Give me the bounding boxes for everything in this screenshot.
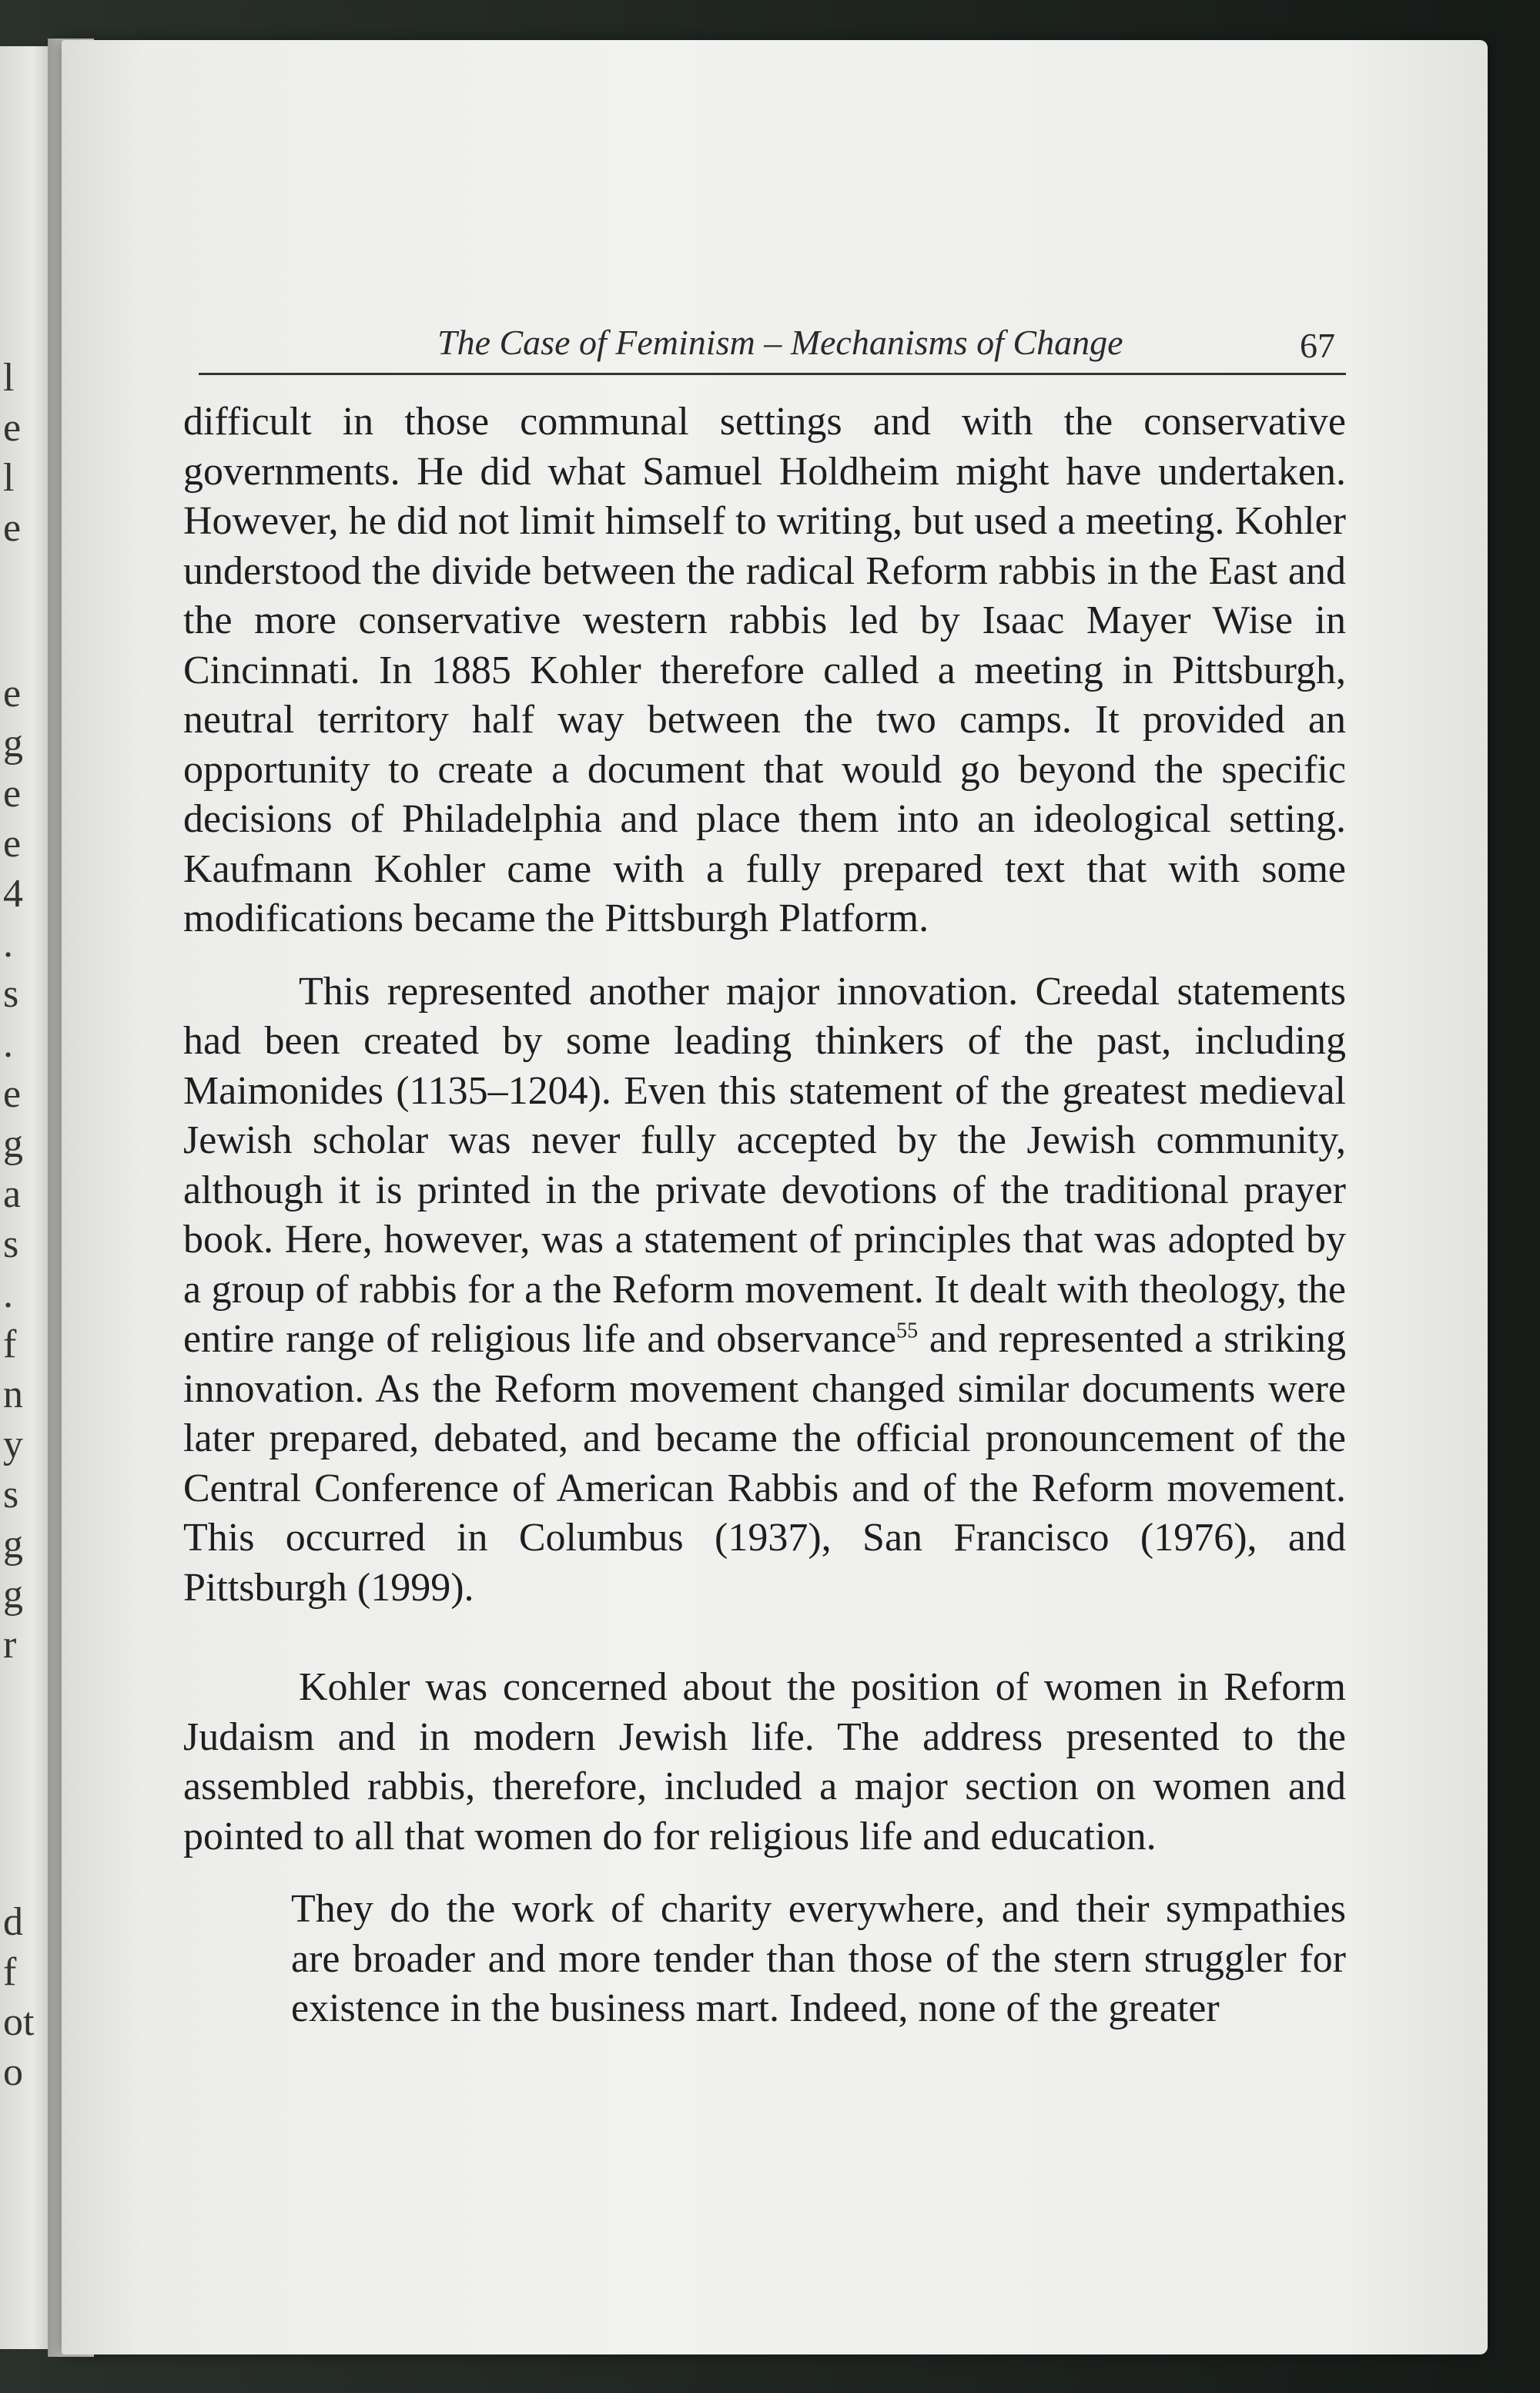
book-page <box>62 40 1488 2354</box>
bleed-letter: s <box>3 972 19 1016</box>
bleed-letter: a <box>3 1172 22 1216</box>
bleed-letter: e <box>3 406 22 450</box>
bleed-letter: f <box>3 1322 17 1366</box>
facing-page-edge <box>0 46 48 2349</box>
bleed-letter: e <box>3 772 22 816</box>
bleed-letter: o <box>3 2050 23 2094</box>
bleed-letter: . <box>3 1022 13 1066</box>
bleed-letter: d <box>3 1900 23 1944</box>
bleed-letter: s <box>3 1473 19 1517</box>
bleed-letter: e <box>3 822 22 866</box>
bleed-letter: e <box>3 506 22 550</box>
paragraph-text: and represented a striking innovation. As the Reform movement changed similar documents were later prepared, debated, and became the official pronouncement of the Central Conference of American Rabbis and of the Reform movement. This occurred in Columbus (1937), San Francisco (1976), and Pittsburgh (1999). <box>183 1317 1346 1610</box>
bleed-letter: f <box>3 1950 17 1994</box>
bleed-letter: g <box>3 1573 23 1617</box>
block-quote: They do the work of charity everywhere, and their sympathies are broader and more tender than those of the stern struggler for existence in the business mart. Indeed, none of the greater <box>291 1887 1346 2030</box>
bleed-letter: . <box>3 1272 13 1316</box>
bleed-letter: l <box>3 356 15 400</box>
bleed-letter: e <box>3 1072 22 1116</box>
bleed-letter: g <box>3 1122 23 1166</box>
page-number: 67 <box>1300 326 1335 365</box>
bleed-letter: s <box>3 1222 19 1266</box>
bleed-letter: e <box>3 672 22 716</box>
bleed-letter: g <box>3 1523 23 1567</box>
bleed-letter: r <box>3 1623 17 1667</box>
bleed-letter: ot <box>3 2000 35 2044</box>
running-title: The Case of Feminism – Mechanisms of Change <box>437 323 1123 362</box>
footnote-ref: 55 <box>896 1319 919 1343</box>
bleed-letter: 4 <box>3 872 23 916</box>
running-header <box>199 319 1346 375</box>
body-text <box>183 397 1346 2034</box>
paragraph: Kohler was concerned about the position of women in Reform Judaism and in modern Jewish life. The address presented to the assembled rabbis, therefore, included a major section on women and pointed to all that women do for religious life and education. <box>183 1665 1346 1858</box>
bleed-letter: y <box>3 1423 23 1466</box>
bleed-letter: g <box>3 722 23 766</box>
bleed-letter: . <box>3 922 13 966</box>
bleed-letter: n <box>3 1372 23 1416</box>
paragraph <box>183 967 1346 1614</box>
paragraph-text: This represented another major innovation. Creedal statements had been created by some leading thinkers of the past, including Maimonides (1135–1204). Even this statement of the greatest medieval Jewish scholar was never fully accepted by the Jewish community, although it is printed in the private devotions of the traditional prayer book. Here, however, was a statement of principles that was adopted by a group of rabbis for a the Reform movement. It dealt with theology, the entire range of religious life and observance <box>183 969 1346 1361</box>
bleed-letter: l <box>3 456 15 500</box>
paragraph: difficult in those communal settings and with the conservative governments. He did what Samuel Holdheim might have undertaken. However, he did not limit himself to writing, but used a meeting. Kohler understood the divide between the radical Reform rabbis in the East and the more conservative western rabbis led by Isaac Mayer Wise in Cincinnati. In 1885 Kohler therefore called a meeting in Pittsburgh, neutral territory half way between the two camps. It provided an opportunity to create a document that would go beyond the specific decisions of Philadelphia and place them into an ideological setting. Kaufmann Kohler came with a fully prepared text that with some modifications became the Pittsburgh Platform. <box>183 400 1346 940</box>
